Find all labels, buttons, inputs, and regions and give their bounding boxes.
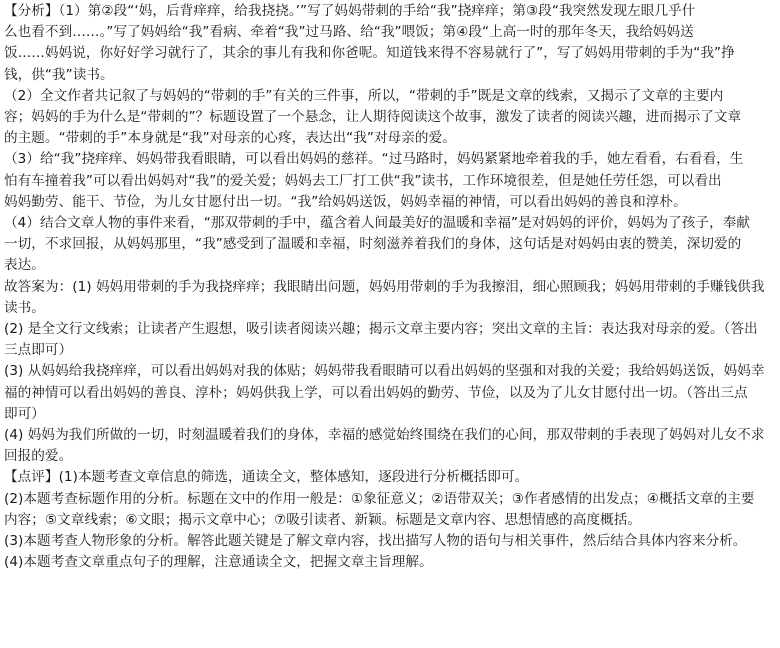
text-line: 容；妈妈的手为什么是“带刺的”？标题设置了一个悬念，让人期待阅读这个故事，激发了读者的阅读兴趣，进而揭示了文章 bbox=[4, 109, 742, 126]
text-line: 故答案为：(1) 妈妈用带刺的手为我挠痒痒；我眼睛出问题，妈妈用带刺的手为我擦泪，细心照顾我；妈妈用带刺的手赚钱供我 bbox=[4, 278, 765, 295]
text-line: 么也看不到……。”写了妈妈给“我”看病、牵着“我”过马路、给“我”喂饭；第④段“上高一时的那年冬天，我给妈妈送 bbox=[4, 24, 694, 41]
text-line: (2) 是全文行文线索；让读者产生遐想，吸引读者阅读兴趣；揭示文章主要内容；突出文章的主旨：表达我对母亲的爱。（答出 bbox=[4, 321, 758, 338]
text-line: 福的神情可以看出妈妈的善良、淳朴；妈妈供我上学，可以看出妈妈的勤劳、节俭，以及为了儿女甘愿付出一切。（答出三点 bbox=[4, 384, 748, 401]
text-line: （2）全文作者共记叙了与妈妈的“带刺的手”有关的三件事，所以，“带刺的手”既是文章的线索，又揭示了文章的主要内 bbox=[4, 87, 724, 104]
text-line: 表达。 bbox=[4, 257, 45, 274]
text-line: 钱，供“我”读书。 bbox=[4, 66, 114, 83]
text-line: (2)本题考查标题作用的分析。标题在文中的作用一般是：①象征意义；②语带双关；③作者感情的出发点；④概括文章的主要 bbox=[4, 490, 755, 507]
text-line: (4) 妈妈为我们所做的一切，时刻温暖着我们的身体，幸福的感觉始终围绕在我们的心间，那双带刺的手表现了妈妈对儿女不求 bbox=[4, 427, 765, 444]
text-line: 读书。 bbox=[4, 299, 45, 316]
text-line: 三点即可） bbox=[4, 342, 73, 359]
text-line: 妈妈勤劳、能干、节俭，为儿女甘愿付出一切。“我”给妈妈送饭，妈妈幸福的神情，可以看出妈妈的善良和淳朴。 bbox=[4, 193, 687, 210]
text-line: 【分析】（1）第②段“‘妈，后背痒痒，给我挠挠。’”写了妈妈带刺的手给“我”挠痒痒；第③段“我突然发现左眼几乎什 bbox=[4, 3, 696, 19]
text-line: 内容；⑤文章线索；⑥文眼；揭示文章中心；⑦吸引读者、新颖。标题是文章内容、思想情感的高度概括。 bbox=[4, 511, 642, 528]
text-line: 的主题。“带刺的手”本身就是“我”对母亲的心疼，表达出“我”对母亲的爱。 bbox=[4, 130, 456, 147]
text-line: (3)本题考查人物形象的分析。解答此题关键是了解文章内容，找出描写人物的语句与相关事件，然后结合具体内容来分析。 bbox=[4, 533, 747, 550]
text-line: 一切，不求回报，从妈妈那里，“我”感受到了温暖和幸福，时刻滋养着我们的身体，这句话是对妈妈由衷的赞美，深切爱的 bbox=[4, 236, 742, 253]
text-line: (4)本题考查文章重点句子的理解，注意通读全文，把握文章主旨理解。 bbox=[4, 554, 433, 571]
text-line: （4）结合文章人物的事件来看，“那双带刺的手中，蕴含着人间最美好的温暖和幸福”是对妈妈的评价，妈妈为了孩子，奉献 bbox=[4, 215, 750, 232]
text-line: 【点评】(1)本题考查文章信息的筛选，通读全文，整体感知，逐段进行分析概括即可。 bbox=[4, 469, 529, 486]
text-line: 即可） bbox=[4, 405, 45, 422]
text-line: (3) 从妈妈给我挠痒痒，可以看出妈妈对我的体贴；妈妈带我看眼睛可以看出妈妈的坚强和对我的关爱；我给妈妈送饭，妈妈幸 bbox=[4, 363, 765, 380]
text-line: （3）给“我”挠痒痒、妈妈带我看眼睛，可以看出妈妈的慈祥。“过马路时，妈妈紧紧地牵着我的手，她左看看，右看看，生 bbox=[4, 151, 744, 168]
text-line: 回报的爱。 bbox=[4, 448, 73, 465]
text-line: 怕有车撞着我”可以看出妈妈对“我”的爱关爱；妈妈去工厂打工供“我”读书，工作环境很差，但是她任劳任怨，可以看出 bbox=[4, 172, 722, 189]
text-line: 饭……妈妈说，你好好学习就行了，其余的事儿有我和你爸呢。知道钱来得不容易就行了”，写了妈妈用带刺的手为“我”挣 bbox=[4, 45, 735, 62]
